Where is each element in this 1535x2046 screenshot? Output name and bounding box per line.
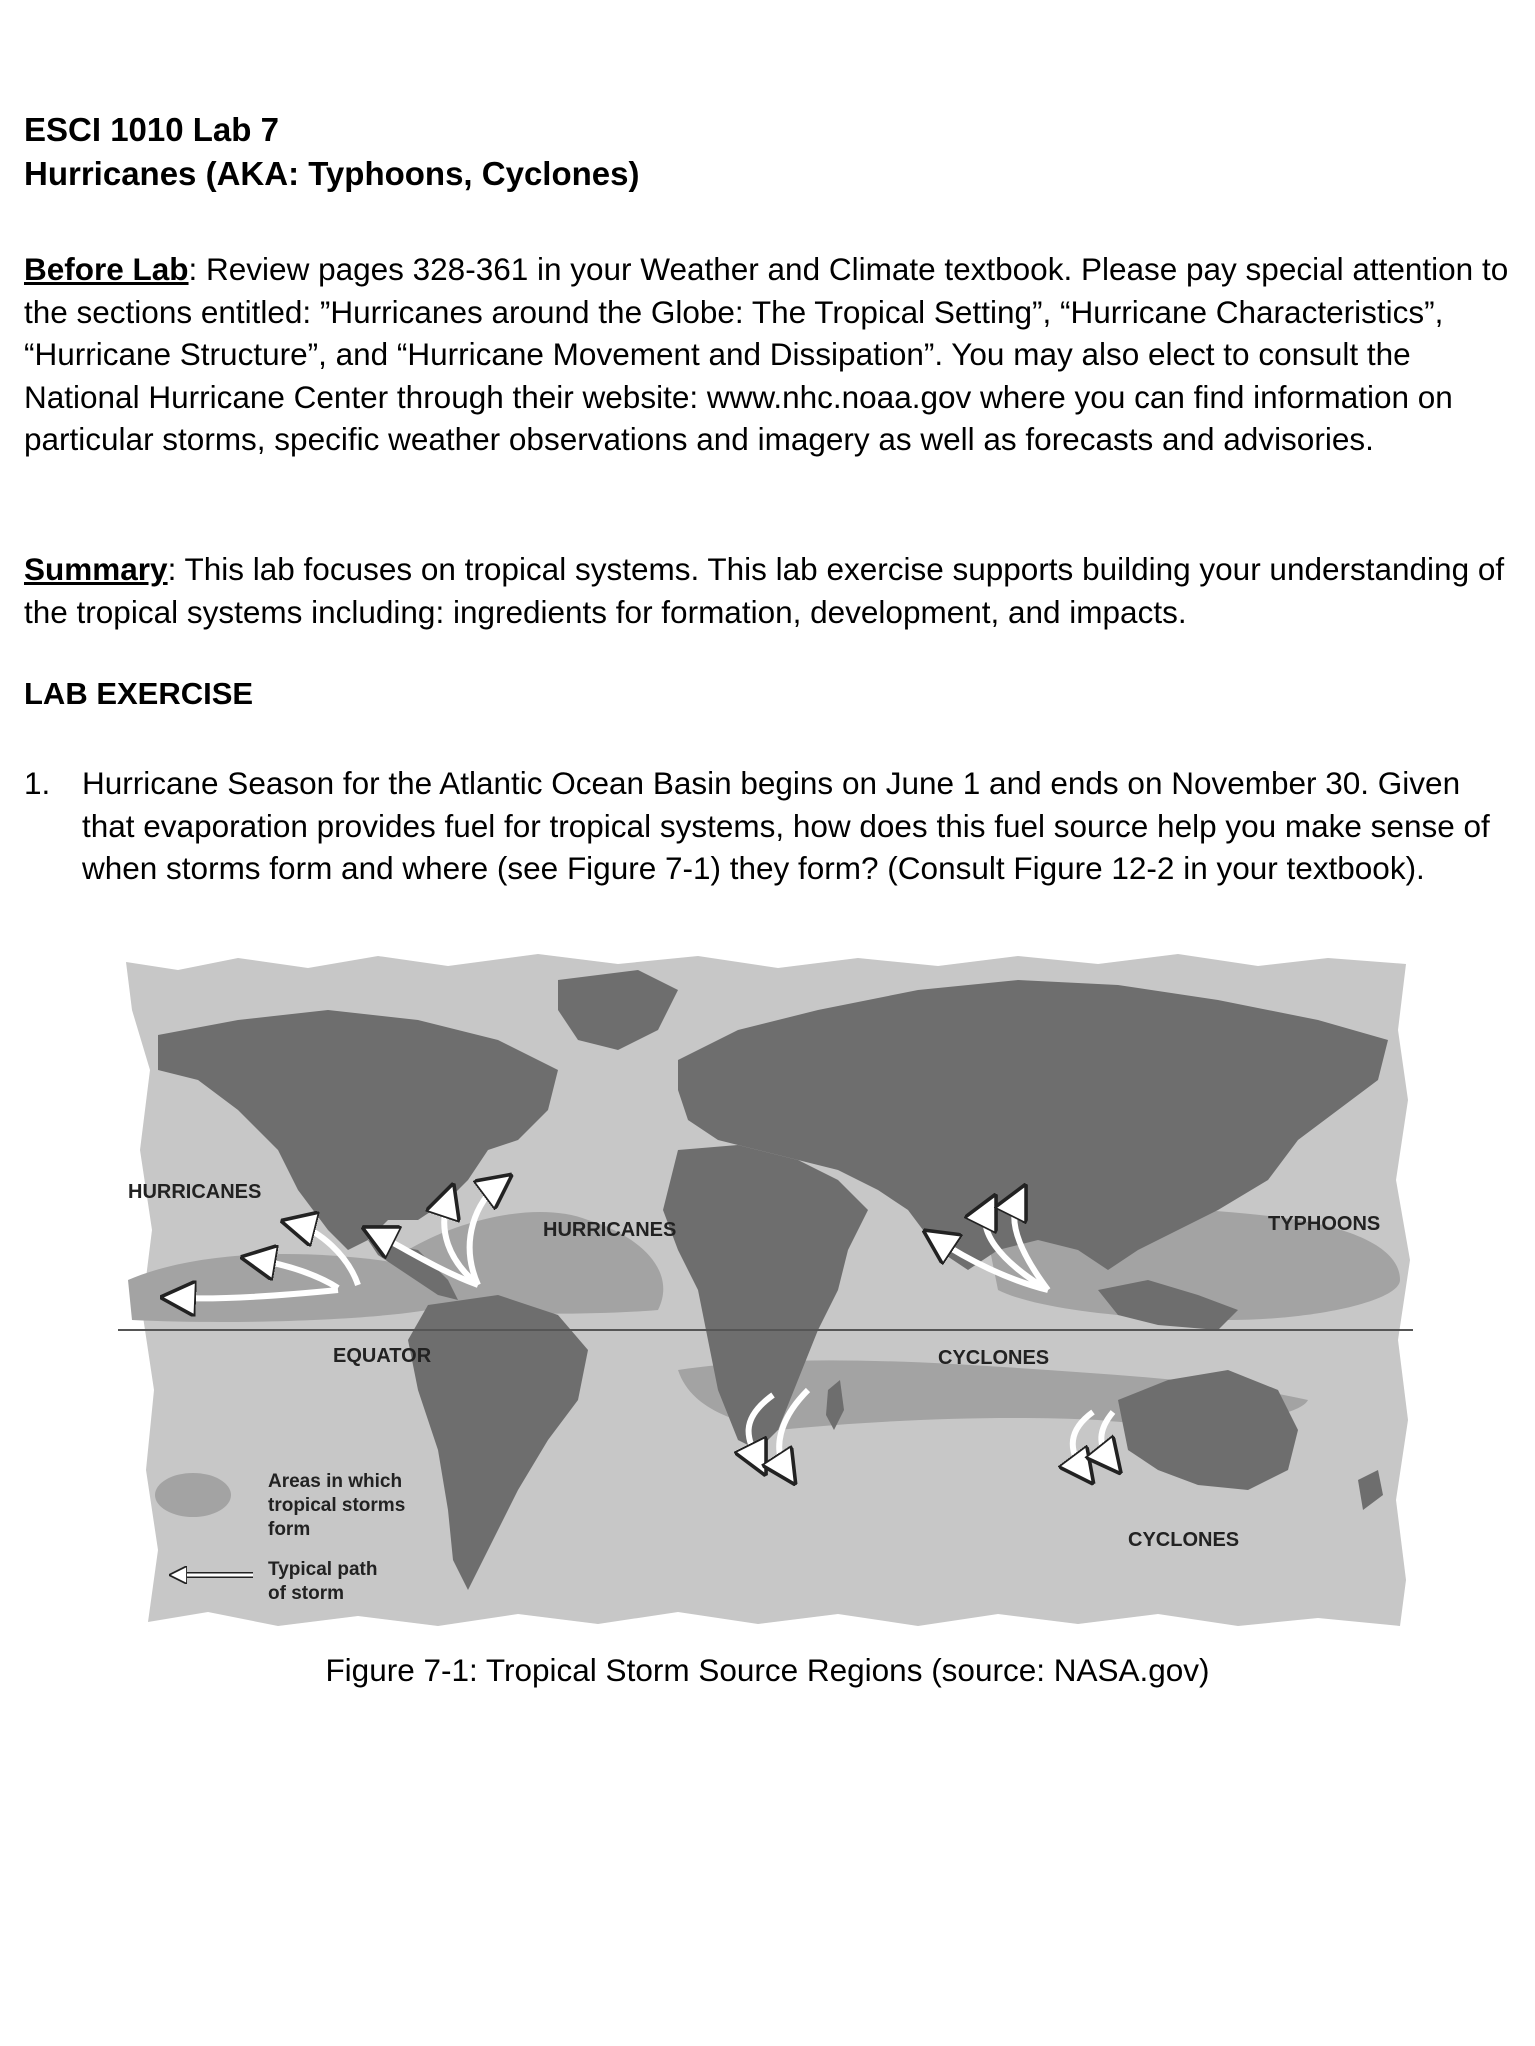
- before-lab-label: Before Lab: [24, 251, 189, 287]
- legend-areas-line1: Areas in which: [268, 1471, 403, 1492]
- legend-path-line2: of storm: [268, 1583, 344, 1604]
- lab-title: Hurricanes (AKA: Typhoons, Cyclones): [24, 155, 640, 192]
- section-heading: LAB EXERCISE: [24, 676, 254, 711]
- document-title: [24, 108, 639, 196]
- label-hurricanes-atlantic: HURRICANES: [543, 1219, 677, 1241]
- before-lab-text: : Review pages 328-361 in your Weather and Climate textbook. Please pay special attention to the sections entitled: ”Hurricanes around the Globe: The Tropical Setting”, “Hurricane Characteristics”, “Hurricane Structure”, and “Hurricane Movement and Dissipation”. You may also elect to consult the National Hurricane Center through their website: www.nhc.noaa.gov where you can find information on particular storms, specific weather observations and imagery as well as forecasts and advisories.: [24, 251, 1509, 457]
- question-item: [24, 762, 1514, 890]
- summary-text: : This lab focuses on tropical systems. This lab exercise supports building your understanding of the tropical systems including: ingredients for formation, development, and impacts.: [24, 551, 1505, 630]
- label-typhoons: TYPHOONS: [1268, 1213, 1381, 1235]
- label-equator: EQUATOR: [333, 1345, 432, 1367]
- legend-areas-line3: form: [268, 1519, 311, 1540]
- label-cyclones-australia: CYCLONES: [1128, 1529, 1240, 1551]
- legend-area-swatch: [155, 1473, 231, 1517]
- course-title: ESCI 1010 Lab 7: [24, 111, 279, 148]
- summary-paragraph: [24, 548, 1514, 633]
- tropical-storm-map-figure: [118, 950, 1413, 1630]
- before-lab-paragraph: [24, 248, 1514, 461]
- question-number: 1.: [24, 765, 51, 801]
- figure-caption: Figure 7-1: Tropical Storm Source Regions (source: NASA.gov): [325, 1652, 1210, 1688]
- question-text: Hurricane Season for the Atlantic Ocean Basin begins on June 1 and ends on November 30. Given that evaporation provides fuel for tropical systems, how does this fuel source help you make sense of when storms form and where (see Figure 7-1) they form? (Consult Figure 12-2 in your textbook).: [82, 765, 1490, 886]
- legend-path-line1: Typical path: [268, 1559, 378, 1580]
- label-hurricanes-pacific: HURRICANES: [128, 1181, 262, 1203]
- label-cyclones-indian: CYCLONES: [938, 1347, 1050, 1369]
- summary-label: Summary: [24, 551, 168, 587]
- legend-areas-line2: tropical storms: [268, 1495, 406, 1516]
- world-map: [118, 950, 1413, 1630]
